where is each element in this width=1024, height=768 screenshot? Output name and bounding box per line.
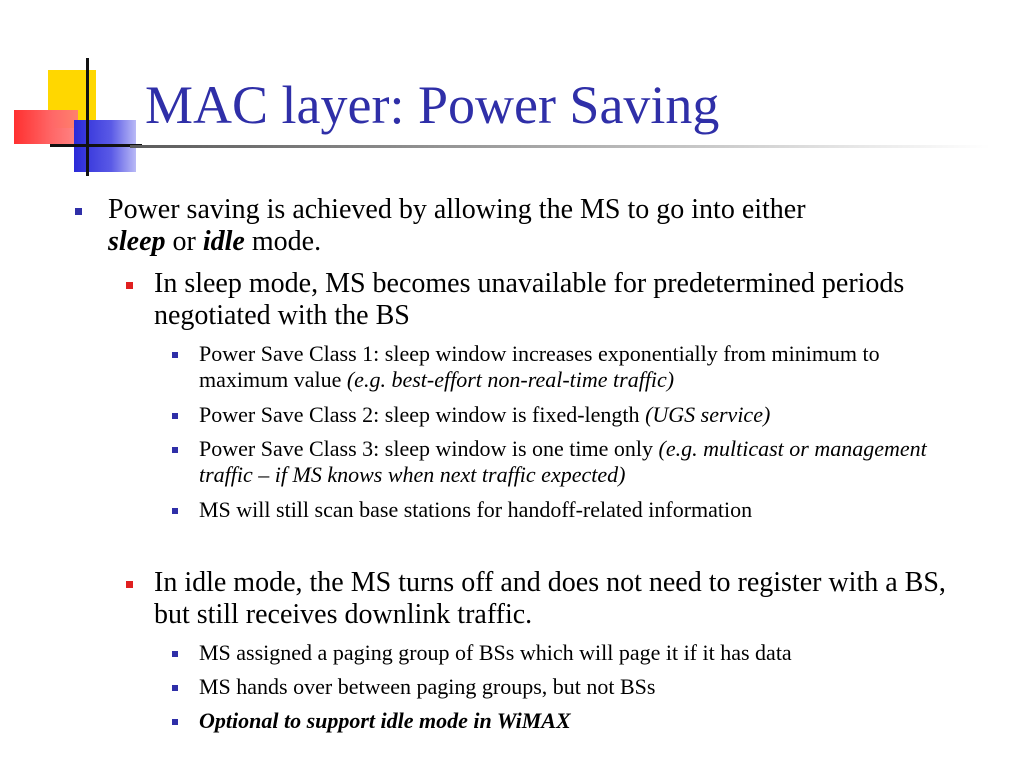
list-item-note: (e.g. best-effort non-real-time traffic) xyxy=(346,367,675,392)
list-item xyxy=(199,341,960,393)
slide-logo xyxy=(0,0,150,180)
bullet-power-saving xyxy=(72,194,972,258)
logo-red-bar xyxy=(14,110,78,144)
list-item: MS hands over between paging groups, but not BSs xyxy=(199,674,656,699)
bullet-square-icon xyxy=(172,352,178,358)
bullet-square-icon xyxy=(172,651,178,657)
list-item-text: Power Save Class 2: sleep window is fixed-length xyxy=(199,402,646,427)
list-item: Optional to support idle mode in WiMAX xyxy=(199,708,571,733)
bullet-text-or: or xyxy=(165,226,203,257)
bullet-square-icon xyxy=(126,282,133,289)
bullet-square-icon xyxy=(172,685,178,691)
sleep-mode-text: In sleep mode, MS becomes unavailable for predetermined periods negotiated with the BS xyxy=(154,268,905,331)
bullet-square-icon xyxy=(172,413,178,419)
logo-vertical-line xyxy=(86,58,89,176)
bullet-sleep-mode xyxy=(124,268,964,332)
bullet-hands-over xyxy=(170,674,960,700)
list-item-text: Power Save Class 3: sleep window is one time only xyxy=(199,436,659,461)
list-item xyxy=(199,497,960,523)
bullet-square-icon xyxy=(172,508,178,514)
title-underline xyxy=(130,145,990,148)
bullet-paging-group xyxy=(170,640,980,666)
logo-horizontal-line xyxy=(50,144,142,147)
list-item-note: (UGS service) xyxy=(645,402,771,427)
bullet-idle-mode xyxy=(124,567,984,631)
bullet-text-prefix: Power saving is achieved by allowing the MS to go into either xyxy=(108,194,806,225)
slide-title: MAC layer: Power Saving xyxy=(145,75,720,135)
list-item xyxy=(199,402,960,428)
bullet-text-suffix: mode. xyxy=(244,226,322,257)
list-item xyxy=(199,436,960,488)
bullet-power-save-class-1 xyxy=(170,341,960,393)
bullet-optional-idle-wimax xyxy=(170,708,960,734)
list-item-text: Power Save Class 1: sleep window increases exponentially from minimum to maximum value xyxy=(199,341,880,392)
bullet-square-icon xyxy=(172,719,178,725)
bullet-power-save-class-2 xyxy=(170,402,960,428)
bullet-square-icon xyxy=(75,208,82,215)
bullet-text xyxy=(108,194,972,258)
list-item-text: MS will still scan base stations for handoff-related information xyxy=(199,497,753,522)
bullet-square-icon xyxy=(172,447,178,453)
bullet-power-save-class-3 xyxy=(170,436,960,488)
bullet-square-icon xyxy=(126,581,133,588)
list-item: MS assigned a paging group of BSs which will page it if it has data xyxy=(199,640,792,665)
idle-mode-text: In idle mode, the MS turns off and does not need to register with a BS, but still receives downlink traffic. xyxy=(154,567,946,630)
idle-term: idle xyxy=(202,226,245,257)
sleep-term: sleep xyxy=(108,226,166,257)
bullet-scan-base-stations xyxy=(170,497,960,523)
list-item-note: (e.g. multicast or management traffic – if MS knows when next traffic expected) xyxy=(199,436,927,487)
